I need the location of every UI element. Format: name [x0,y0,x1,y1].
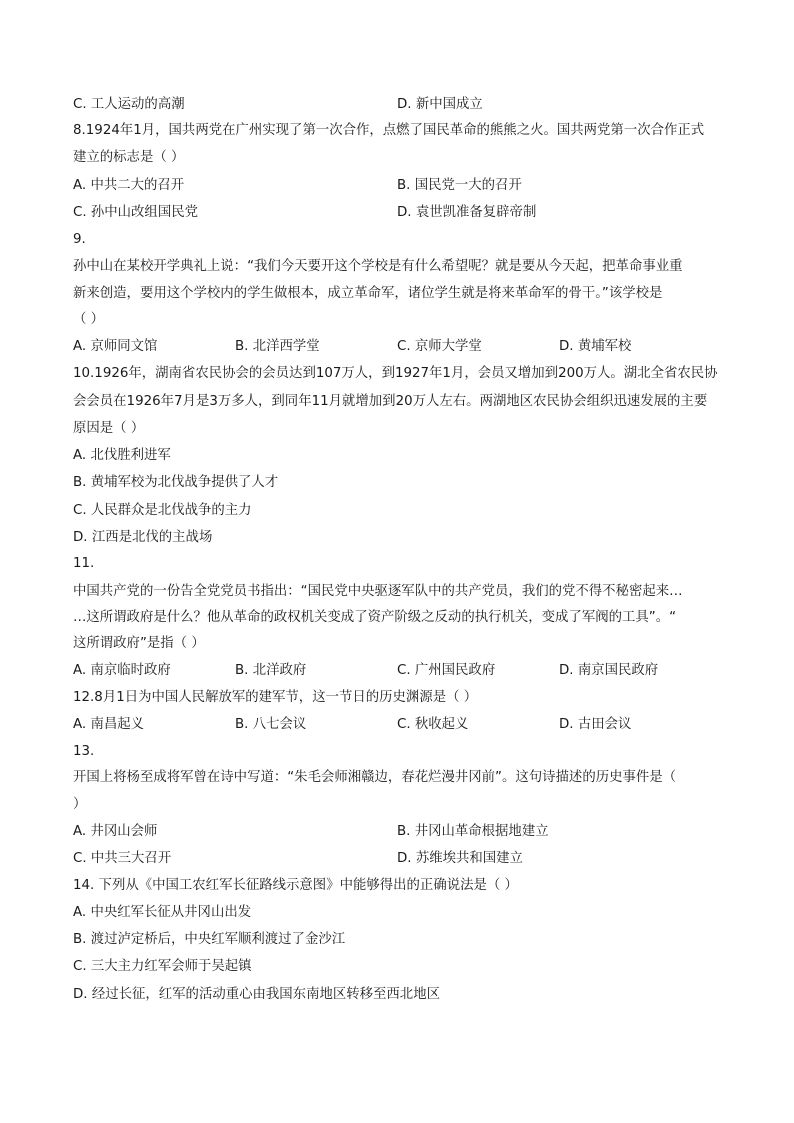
q13-options-row-1 [73,822,733,842]
q10-option-c[interactable]: C. 人民群众是北伐战争的主力 [73,503,252,518]
q10-option-b[interactable]: B. 黄埔军校为北伐战争提供了人才 [73,475,279,490]
q10-stem-line-3: 原因是（ ） [73,421,145,436]
q11-stem-line-2: …这所谓政府是什么？他从革命的政权机关变成了资产阶级之反动的执行机关，变成了军阀的工具”。“ [73,610,677,625]
q11-option-b[interactable]: B. 北洋政府 [235,663,307,678]
q10-option-a[interactable]: A. 北伐胜利进军 [73,448,171,463]
q12-stem-line-1: 12.8月1日为中国人民解放军的建军节，这一节日的历史渊源是（ ） [73,690,478,705]
q14-option-d[interactable]: D. 经过长征，红军的活动重心由我国东南地区转移至西北地区 [73,987,440,1002]
q11-stem-line-1: 中国共产党的一份告全党党员书指出：“国民党中央驱逐军队中的共产党员，我们的党不得不秘密起来… [73,584,683,599]
q9-option-a[interactable]: A. 京师同文馆 [73,339,158,354]
q10-stem-line-1: 10.1926年，湖南省农民协会的会员达到107万人，到1927年1月，会员又增加到200万人。湖北全省农民协 [73,366,718,381]
q8-option-a[interactable]: A. 中共二大的召开 [73,178,185,193]
q12-option-b[interactable]: B. 八七会议 [235,717,307,732]
q11-number: 11. [73,556,95,571]
q11-option-d[interactable]: D. 南京国民政府 [559,663,659,678]
q10-stem-line-2: 会会员在1926年7月是3万多人，到同年11月就增加到20万人左右。两湖地区农民协会组织迅速发展的主要 [73,394,708,409]
q11-option-a[interactable]: A. 南京临时政府 [73,663,171,678]
q13-option-d[interactable]: D. 苏维埃共和国建立 [397,851,523,866]
q12-option-c[interactable]: C. 秋收起义 [397,717,469,732]
q13-number: 13. [73,744,95,759]
q14-option-a[interactable]: A. 中央红军长征从井冈山出发 [73,905,252,920]
q9-number: 9. [73,232,86,247]
q12-option-d[interactable]: D. 古田会议 [559,717,632,732]
q13-option-b[interactable]: B. 井冈山革命根据地建立 [397,824,549,839]
q8-option-c[interactable]: C. 孙中山改组国民党 [73,205,198,220]
q13-option-c[interactable]: C. 中共三大召开 [73,851,172,866]
q8-options-row-1 [73,176,733,196]
q11-options-row [73,661,733,681]
q14-option-b[interactable]: B. 渡过泸定桥后，中央红军顺利渡过了金沙江 [73,932,346,947]
q8-option-b[interactable]: B. 国民党一大的召开 [397,178,522,193]
q7-option-d[interactable]: D. 新中国成立 [397,97,483,112]
q9-options-row [73,337,733,357]
q14-stem-line-1: 14. 下列从《中国工农红军长征路线示意图》中能够得出的正确说法是（ ） [73,878,518,893]
q13-stem-line-1: 开国上将杨至成将军曾在诗中写道：“朱毛会师湘赣边，春花烂漫井冈前”。这句诗描述的历史事件是（ [73,770,677,785]
q9-option-b[interactable]: B. 北洋西学堂 [235,339,320,354]
q10-option-d[interactable]: D. 江西是北伐的主战场 [73,530,213,545]
q8-stem-line-2: 建立的标志是（ ） [73,150,185,165]
q12-options-row [73,715,733,735]
q7-option-c[interactable]: C. 工人运动的高潮 [73,97,185,112]
q14-option-c[interactable]: C. 三大主力红军会师于吴起镇 [73,959,252,974]
q13-stem-line-2: ） [73,797,87,812]
q8-option-d[interactable]: D. 袁世凯准备复辟帝制 [397,205,537,220]
q13-option-a[interactable]: A. 井冈山会师 [73,824,158,839]
q9-stem-line-3: （ ） [73,312,105,327]
q11-option-c[interactable]: C. 广州国民政府 [397,663,496,678]
q13-options-row-2 [73,849,733,869]
q12-option-a[interactable]: A. 南昌起义 [73,717,144,732]
q9-stem-line-1: 孙中山在某校开学典礼上说：“我们今天要开这个学校是有什么希望呢？就是要从今天起，把革命事业重 [73,259,683,274]
q7-options-row-2 [73,95,733,115]
q8-options-row-2 [73,203,733,223]
q8-stem-line-1: 8.1924年1月，国共两党在广州实现了第一次合作，点燃了国民革命的熊熊之火。国共两党第一次合作正式 [73,123,705,138]
q9-option-d[interactable]: D. 黄埔军校 [559,339,632,354]
q9-stem-line-2: 新来创造，要用这个学校内的学生做根本，成立革命军，诸位学生就是将来革命军的骨干。”该学校是 [73,286,663,301]
q11-stem-line-3: 这所谓政府”是指（ ） [73,636,205,651]
q9-option-c[interactable]: C. 京师大学堂 [397,339,482,354]
